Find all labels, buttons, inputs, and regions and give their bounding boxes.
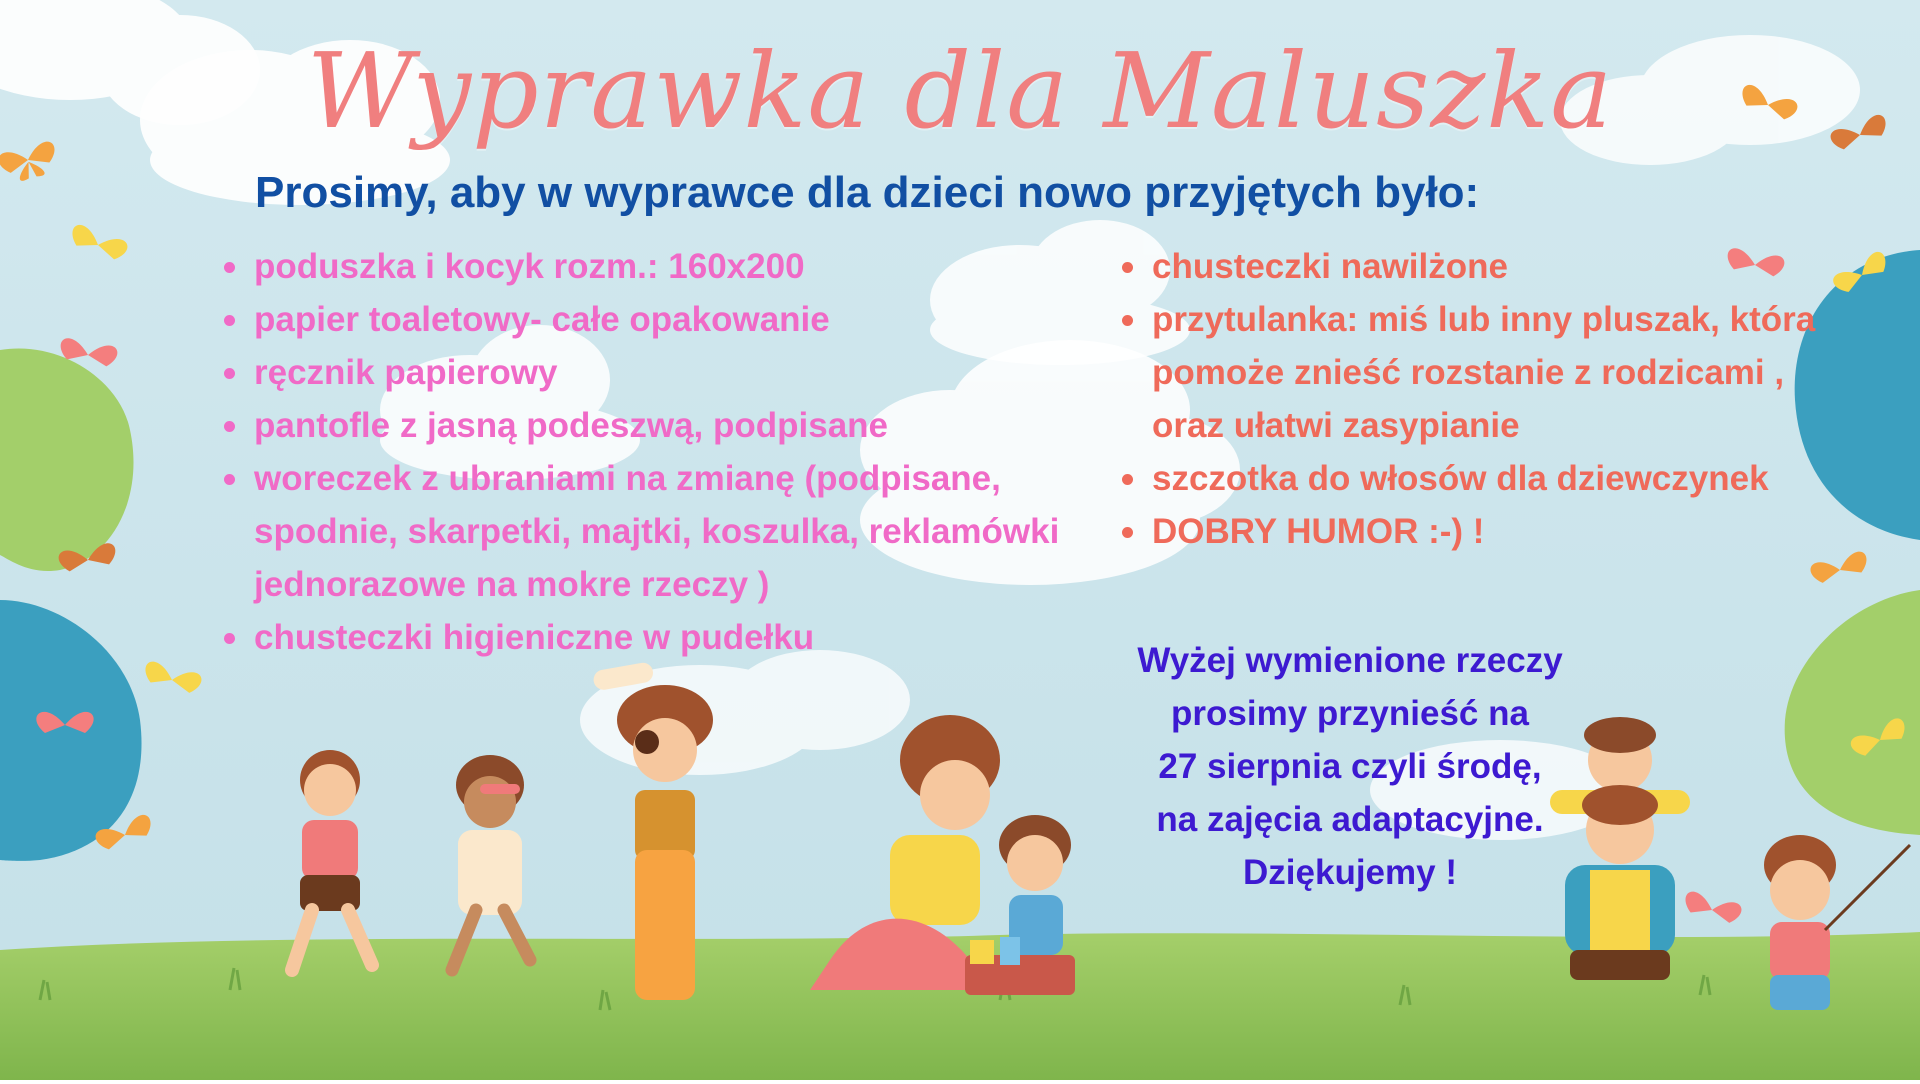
delivery-note: [1050, 634, 1650, 899]
list-item: chusteczki higieniczne w pudełku: [218, 611, 1088, 664]
list-item: papier toaletowy- całe opakowanie: [218, 293, 1088, 346]
note-line: 27 sierpnia czyli środę,: [1158, 747, 1542, 786]
note-line: na zajęcia adaptacyjne.: [1156, 800, 1544, 839]
note-line: prosimy przynieść na: [1171, 694, 1529, 733]
list-item: woreczek z ubraniami na zmianę (podpisane, spodnie, skarpetki, majtki, koszulka, reklamówki jednorazowe na mokre rzeczy ): [218, 452, 1088, 611]
right-item-list: [1116, 240, 1816, 558]
list-item: ręcznik papierowy: [218, 346, 1088, 399]
list-item: pantofle z jasną podeszwą, podpisane: [218, 399, 1088, 452]
list-item: poduszka i kocyk rozm.: 160x200: [218, 240, 1088, 293]
list-item: chusteczki nawilżone: [1116, 240, 1816, 293]
list-item: przytulanka: miś lub inny pluszak, która pomoże znieść rozstanie z rodzicami , oraz ułatwi zasypianie: [1116, 293, 1816, 452]
list-item: DOBRY HUMOR :-) !: [1116, 505, 1816, 558]
poster-title: Wyprawka dla Maluszka: [306, 30, 1614, 152]
note-line: Wyżej wymienione rzeczy: [1137, 641, 1563, 680]
poster-subtitle: Prosimy, aby w wyprawce dla dzieci nowo przyjętych było:: [255, 168, 1480, 217]
list-item: szczotka do włosów dla dziewczynek: [1116, 452, 1816, 505]
note-line: Dziękujemy !: [1243, 853, 1457, 892]
left-item-list: [218, 240, 1088, 664]
